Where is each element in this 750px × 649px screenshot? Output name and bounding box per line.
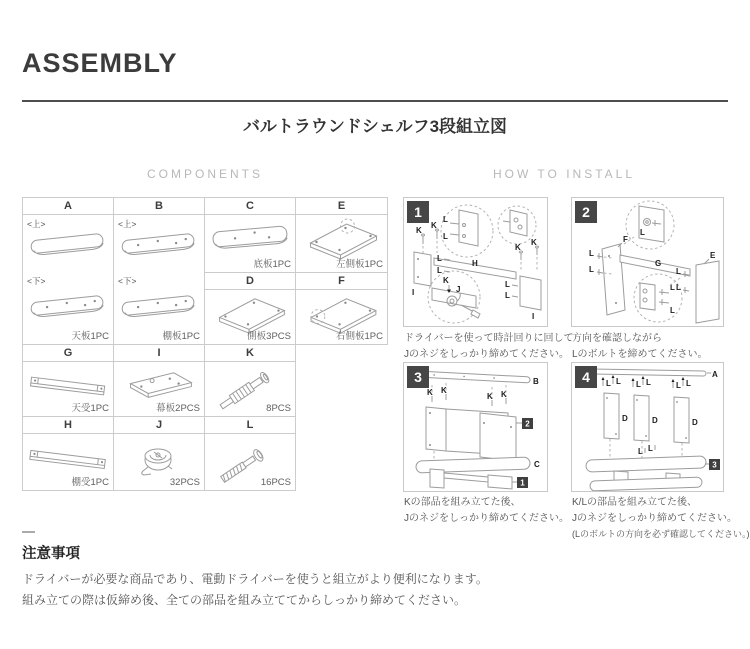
part-header-i: I <box>114 345 205 362</box>
label-l: L <box>437 266 442 275</box>
step-4-caption-line-1: K/Lの部品を組み立てた後、 <box>572 497 698 508</box>
part-d-label: 側板3PCS <box>247 331 291 342</box>
part-l-label: 16PCS <box>260 477 291 488</box>
step-1-caption <box>404 331 574 363</box>
page-subtitle: バルトラウンドシェルフ3段組立図 <box>242 117 508 136</box>
label-l: L <box>676 381 681 390</box>
label-l: L <box>670 283 675 292</box>
label-l: L <box>505 291 510 300</box>
part-cell-a <box>23 215 114 345</box>
label-l: L <box>686 379 691 388</box>
label-a: A <box>712 370 718 379</box>
step-2-caption-line-2: Lのボルトを締めてください。 <box>572 349 708 360</box>
install-section-header: HOW TO INSTALL <box>492 167 636 181</box>
components-section-header: COMPONENTS <box>146 167 263 181</box>
label-b: B <box>533 377 539 386</box>
notes-line-1: ドライバーが必要な商品であり、電動ドライバーを使うと組立がより便利になります。 <box>22 572 488 586</box>
step-2-caption-line-1: 方向を確認しながら <box>572 333 662 344</box>
label-l: L <box>676 283 681 292</box>
label-k: K <box>441 386 447 395</box>
label-k: K <box>531 238 537 247</box>
step-3-caption-line-1: Kの部品を組み立てた後、 <box>404 497 521 508</box>
page-title: ASSEMBLY <box>22 48 178 78</box>
part-header-j: J <box>114 417 205 434</box>
step-4-caption <box>572 495 750 541</box>
label-g: G <box>655 259 662 268</box>
label-f: F <box>623 235 628 244</box>
part-header-k: K <box>205 345 296 362</box>
label-k: K <box>431 221 437 230</box>
part-header-g: G <box>23 345 114 362</box>
label-l: L <box>670 306 675 315</box>
step-4-number-badge: 4 <box>575 366 597 388</box>
step-1-caption-line-1: ドライバーを使って時計回りに回して <box>404 333 574 344</box>
part-cell-l <box>205 434 296 491</box>
part-header-f: F <box>296 273 388 290</box>
step-1-caption-line-2: Jのネジをしっかり締めてください。 <box>404 349 569 360</box>
orientation-marker-top: <上> <box>27 219 46 229</box>
step-2-number-badge: 2 <box>575 201 597 223</box>
label-h: H <box>472 259 478 268</box>
step-3-caption-line-2: Jのネジをしっかり締めてください。 <box>404 513 569 524</box>
step-4-caption-line-3: (Lのボルトの方向を必ず確認してください。) <box>572 529 750 539</box>
label-d: D <box>652 416 658 425</box>
part-c-label: 底板1PC <box>253 259 291 270</box>
part-i-label: 幕板2PCS <box>156 403 200 414</box>
part-cell-d <box>205 290 296 345</box>
part-header-b: B <box>114 198 205 215</box>
part-k-label: 8PCS <box>266 403 291 414</box>
label-e: E <box>710 251 716 260</box>
label-k: K <box>487 392 493 401</box>
part-cell-j <box>114 434 205 491</box>
part-j-label: 32PCS <box>169 477 200 488</box>
part-f-label: 右側板1PC <box>336 331 383 342</box>
step-4-caption-line-2: Jのネジをしっかり締めてください。 <box>572 513 737 524</box>
step-4-panel <box>571 362 724 492</box>
label-l: L <box>616 377 621 386</box>
part-header-h: H <box>23 417 114 434</box>
notes-heading: 注意事項 <box>22 546 80 562</box>
title-divider <box>22 100 728 102</box>
step-2-assembly-badge: 2 <box>525 419 530 429</box>
label-l: L <box>636 380 641 389</box>
step-3-panel <box>403 362 548 492</box>
part-cell-g <box>23 362 114 417</box>
step-1-number-badge: 1 <box>407 201 429 223</box>
label-d: D <box>692 418 698 427</box>
step-2-panel <box>571 197 724 327</box>
label-k: K <box>416 226 422 235</box>
components-table <box>22 197 388 491</box>
label-i: I <box>412 288 415 297</box>
label-j: J <box>456 285 461 294</box>
label-l: L <box>640 228 645 237</box>
step-1-assembly-badge: 1 <box>520 478 525 488</box>
step-3-assembly-badge: 3 <box>712 460 717 470</box>
label-l: L <box>606 379 611 388</box>
step-2-caption <box>572 331 708 363</box>
label-k: K <box>515 243 521 252</box>
notes-line-2: 組み立ての際は仮締め後、全ての部品を組み立ててからしっかり締めてください。 <box>22 593 467 607</box>
part-e-label: 左側板1PC <box>336 259 383 270</box>
label-i: I <box>532 312 535 321</box>
label-l: L <box>638 447 643 456</box>
label-d: D <box>622 414 628 423</box>
part-header-a: A <box>23 198 114 215</box>
part-cell-e <box>296 215 388 273</box>
part-header-e: E <box>296 198 388 215</box>
label-l: L <box>443 215 448 224</box>
part-cell-h <box>23 434 114 491</box>
part-h-label: 棚受1PC <box>71 477 109 488</box>
step-3-caption <box>404 495 569 527</box>
orientation-marker-top: <上> <box>118 219 137 229</box>
part-header-d: D <box>205 273 296 290</box>
part-cell-f <box>296 290 388 345</box>
step-1-panel <box>403 197 548 327</box>
orientation-marker-bottom: <下> <box>27 276 46 286</box>
label-l: L <box>646 378 651 387</box>
label-c: C <box>534 460 540 469</box>
label-l: L <box>437 254 442 263</box>
label-l: L <box>648 444 653 453</box>
label-k: K <box>443 276 449 285</box>
label-l: L <box>505 280 510 289</box>
orientation-marker-bottom: <下> <box>118 276 137 286</box>
label-l: L <box>589 265 594 274</box>
part-cell-i <box>114 362 205 417</box>
label-l: L <box>589 249 594 258</box>
part-header-l: L <box>205 417 296 434</box>
label-k: K <box>501 390 507 399</box>
label-l: L <box>443 232 448 241</box>
step-3-number-badge: 3 <box>407 366 429 388</box>
notes-divider <box>22 531 35 533</box>
part-cell-b <box>114 215 205 345</box>
part-header-c: C <box>205 198 296 215</box>
label-l: L <box>676 267 681 276</box>
part-g-label: 天受1PC <box>71 403 109 414</box>
part-a-label: 天板1PC <box>71 331 109 342</box>
label-k: K <box>427 388 433 397</box>
part-cell-c <box>205 215 296 273</box>
part-cell-k <box>205 362 296 417</box>
part-b-label: 棚板1PC <box>162 331 200 342</box>
